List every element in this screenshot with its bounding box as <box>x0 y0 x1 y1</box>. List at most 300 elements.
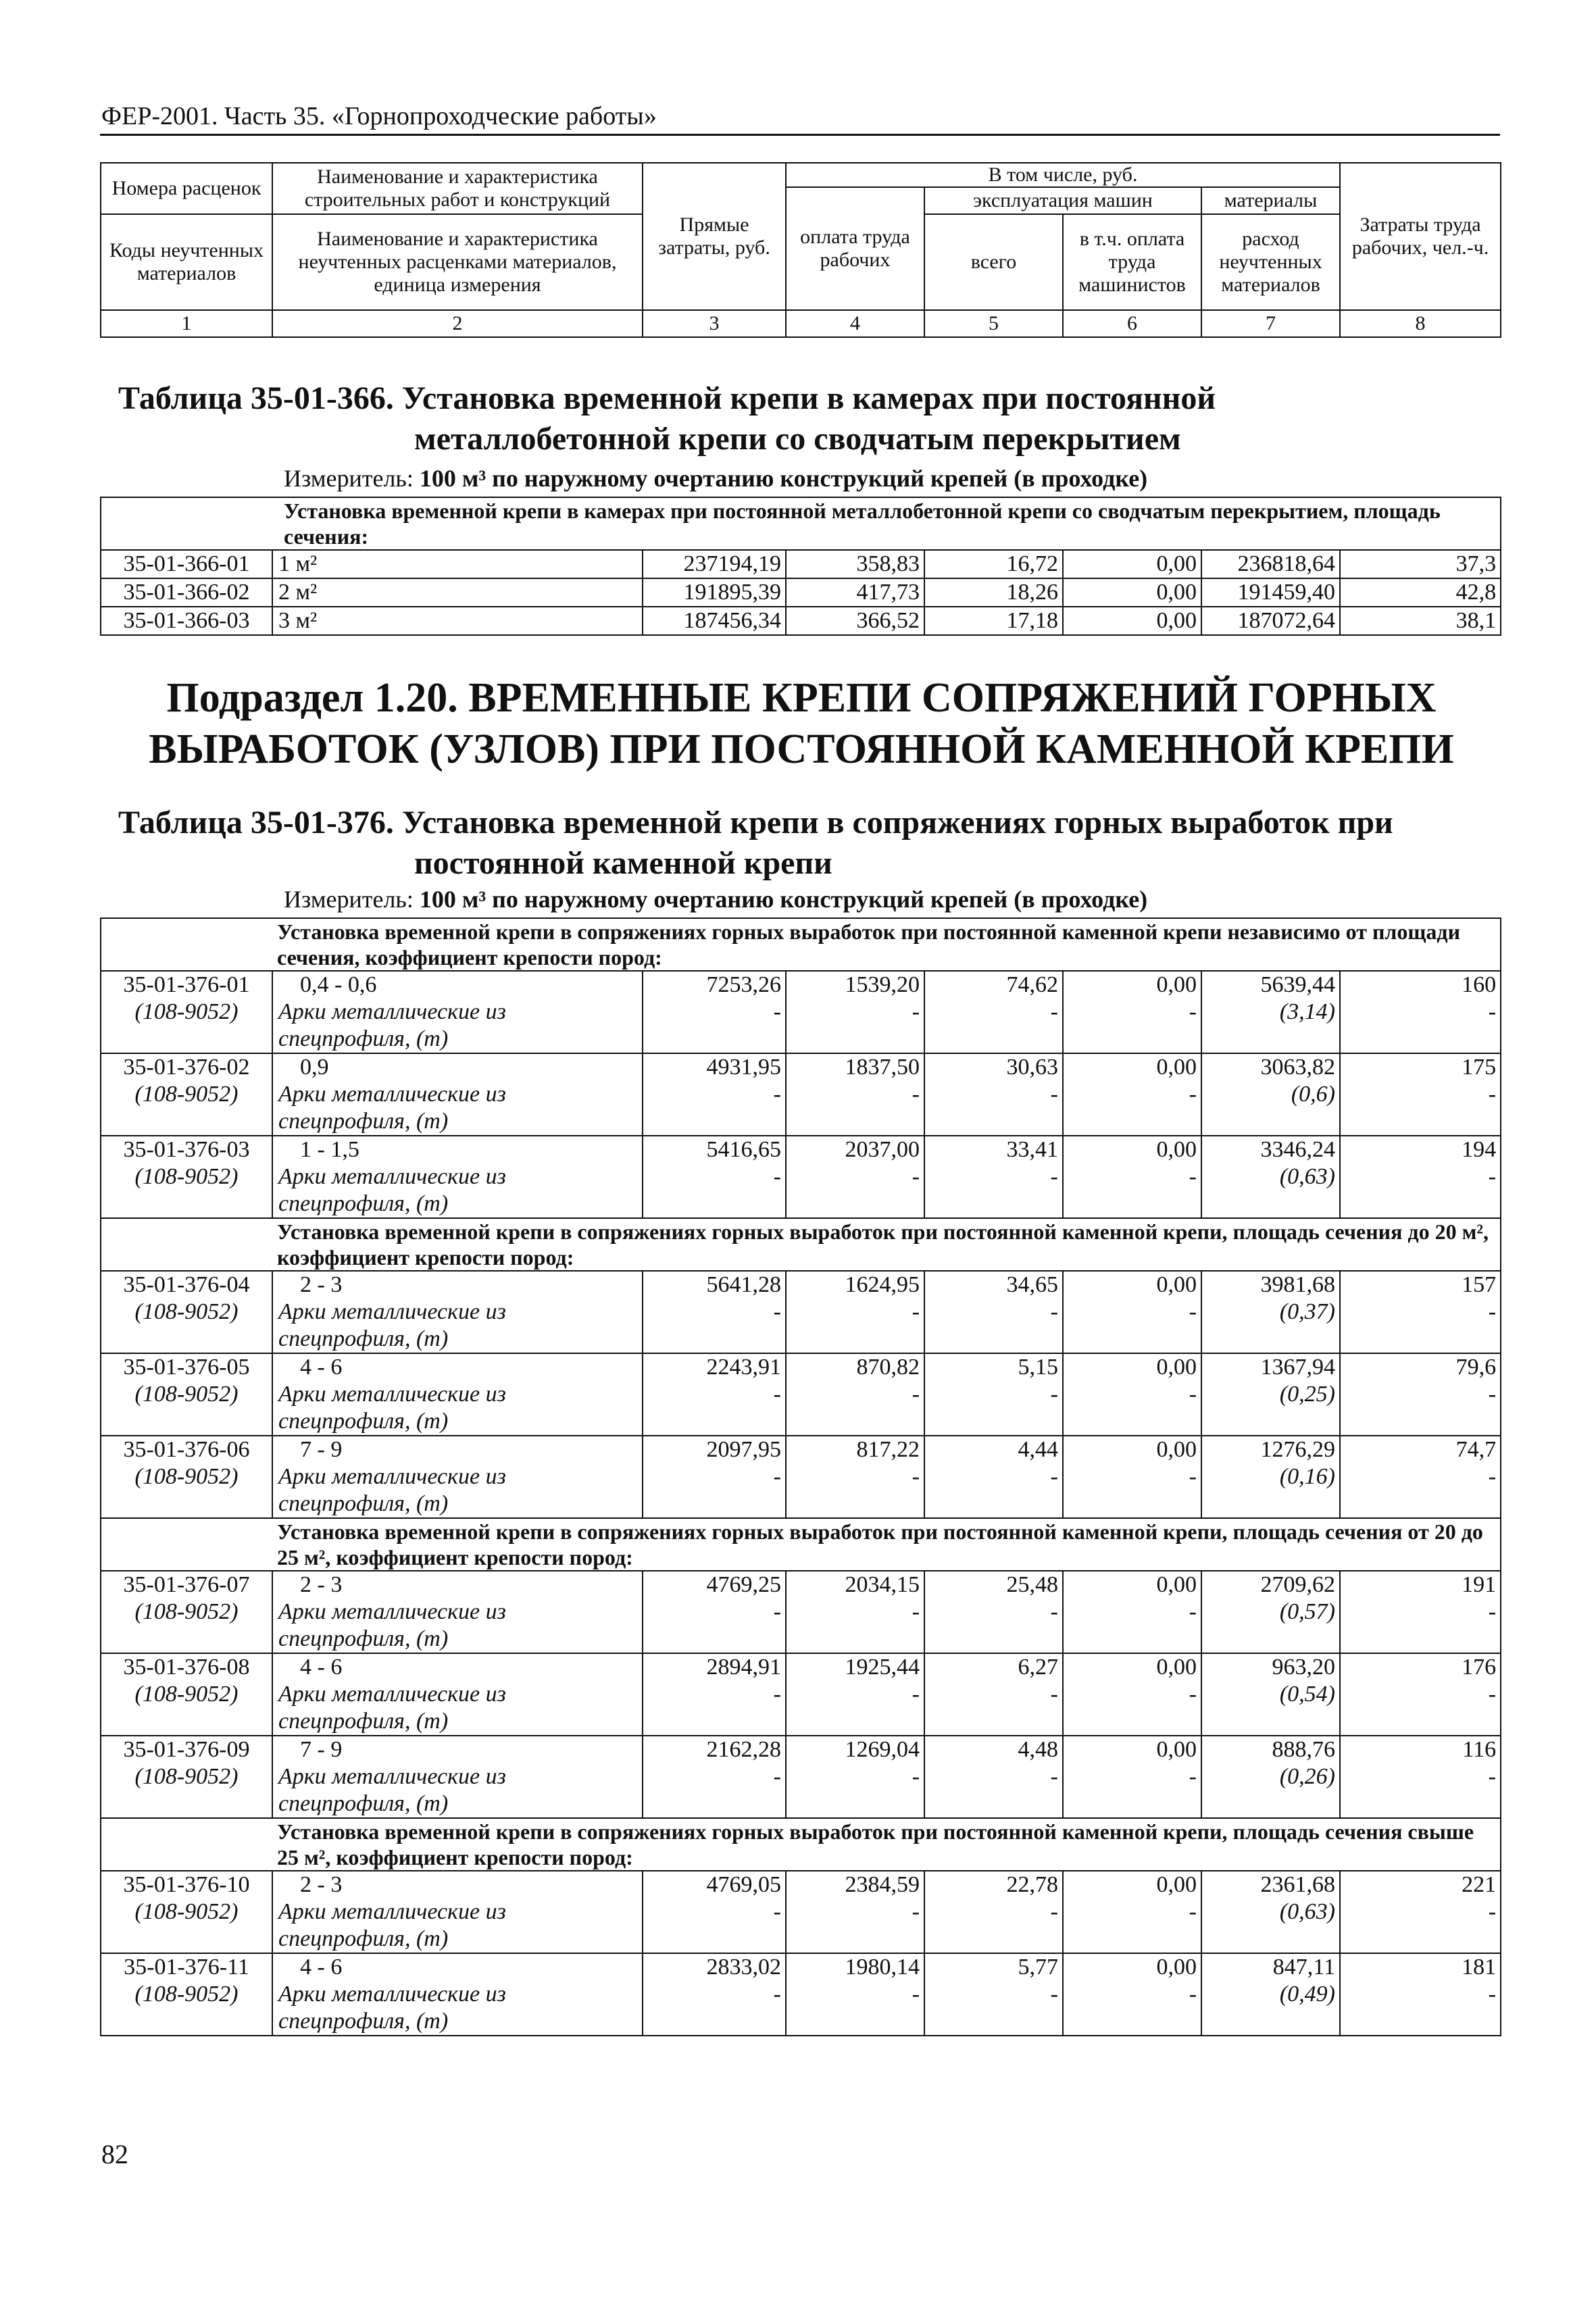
material-name: Арки металлические из <box>272 1681 643 1708</box>
labor-pay: 817,22 <box>786 1436 924 1463</box>
labor-hours: 157 <box>1340 1271 1501 1299</box>
empty-cell <box>924 1190 1063 1218</box>
dash: - <box>786 1081 924 1108</box>
empty-cell <box>643 1108 786 1136</box>
dash: - <box>786 1599 924 1626</box>
direct-cost: 4931,95 <box>643 1053 786 1081</box>
direct-cost: 237194,19 <box>643 550 786 578</box>
dash: - <box>1340 1299 1501 1326</box>
material-code: (108-9052) <box>101 1763 272 1790</box>
empty-cell <box>101 1408 272 1436</box>
empty-cell <box>786 1326 924 1353</box>
material-row-continued <box>101 1490 1501 1518</box>
empty-cell <box>924 1326 1063 1353</box>
rate-name: 0,9 <box>272 1053 643 1081</box>
machines-total: 17,18 <box>924 607 1063 635</box>
rate-code: 35-01-376-08 <box>101 1653 272 1681</box>
empty-cell <box>101 1708 272 1736</box>
labor-pay: 1269,04 <box>786 1736 924 1763</box>
material-quantity: (0,63) <box>1201 1163 1340 1190</box>
materials: 1276,29 <box>1201 1436 1340 1463</box>
page-header: ФЕР-2001. Часть 35. «Горнопроходческие работы» <box>101 102 657 130</box>
labor-pay: 870,82 <box>786 1353 924 1381</box>
material-code: (108-9052) <box>101 1299 272 1326</box>
dash: - <box>924 1898 1063 1926</box>
materials: 2709,62 <box>1201 1571 1340 1599</box>
table-376-title-line2: постоянной каменной крепи <box>414 845 832 881</box>
material-row <box>101 1898 1501 1926</box>
col-2b: Наименование и характеристика неучтенных расценками материалов, единица измерения <box>272 214 643 310</box>
direct-cost: 4769,05 <box>643 1871 786 1898</box>
col-num: 5 <box>924 310 1063 337</box>
material-code: (108-9052) <box>101 1681 272 1708</box>
material-row <box>101 1599 1501 1626</box>
col-7: расход неучтенных материалов <box>1201 214 1340 310</box>
materials: 2361,68 <box>1201 1871 1340 1898</box>
material-name-cont: спецпрофиля, (т) <box>272 1190 643 1218</box>
machines-total: 16,72 <box>924 550 1063 578</box>
dash: - <box>924 1463 1063 1490</box>
material-row <box>101 1081 1501 1108</box>
section-title: Установка временной крепи в сопряжениях горных выработок при постоянной каменной крепи, площадь сечения от 20 до 25 м², коэффициент крепости пород: <box>101 1518 1501 1571</box>
material-code: (108-9052) <box>101 1981 272 2008</box>
labor-pay: 1837,50 <box>786 1053 924 1081</box>
material-row <box>101 1981 1501 2008</box>
col-2a: Наименование и характеристика строительных работ и конструкций <box>272 163 643 214</box>
col-1b: Коды неучтенных материалов <box>101 214 272 310</box>
labor-pay: 1539,20 <box>786 971 924 999</box>
empty-cell <box>1340 1108 1501 1136</box>
materials: 888,76 <box>1201 1736 1340 1763</box>
subsection-heading-line2: ВЫРАБОТОК (УЗЛОВ) ПРИ ПОСТОЯННОЙ КАМЕННОЙ КРЕПИ <box>149 726 1454 772</box>
empty-cell <box>643 1026 786 1053</box>
empty-cell <box>786 1708 924 1736</box>
material-code: (108-9052) <box>101 1163 272 1190</box>
labor-pay: 1980,14 <box>786 1953 924 1981</box>
empty-cell <box>924 1026 1063 1053</box>
dash: - <box>643 1981 786 2008</box>
empty-cell <box>643 2008 786 2036</box>
empty-cell <box>1063 1926 1201 1953</box>
empty-cell <box>1201 1490 1340 1518</box>
empty-cell <box>924 1108 1063 1136</box>
dash: - <box>643 1163 786 1190</box>
col-4: оплата труда рабочих <box>786 187 924 310</box>
empty-cell <box>1201 1926 1340 1953</box>
section-row <box>101 1518 1501 1571</box>
material-name: Арки металлические из <box>272 1763 643 1790</box>
machines-total: 25,48 <box>924 1571 1063 1599</box>
rate-code: 35-01-376-09 <box>101 1736 272 1763</box>
rate-name: 7 - 9 <box>272 1436 643 1463</box>
material-name-cont: спецпрофиля, (т) <box>272 1926 643 1953</box>
dash: - <box>1063 1763 1201 1790</box>
rate-code: 35-01-366-02 <box>101 578 272 607</box>
section-title: Установка временной крепи в сопряжениях горных выработок при постоянной каменной крепи, площадь сечения до 20 м², коэффициент крепости пород: <box>101 1218 1501 1271</box>
col-num: 7 <box>1201 310 1340 337</box>
labor-pay: 366,52 <box>786 607 924 635</box>
dash: - <box>1063 1981 1201 2008</box>
empty-cell <box>101 1626 272 1653</box>
machines-total: 4,44 <box>924 1436 1063 1463</box>
direct-cost: 191895,39 <box>643 578 786 607</box>
direct-cost: 5641,28 <box>643 1271 786 1299</box>
table-376-title <box>118 803 1500 884</box>
machinist-pay: 0,00 <box>1063 578 1201 607</box>
rate-code: 35-01-376-02 <box>101 1053 272 1081</box>
empty-cell <box>1340 1326 1501 1353</box>
dash: - <box>1340 1599 1501 1626</box>
machinist-pay: 0,00 <box>1063 1136 1201 1163</box>
material-name-cont: спецпрофиля, (т) <box>272 1490 643 1518</box>
material-code: (108-9052) <box>101 1081 272 1108</box>
machines-total: 5,77 <box>924 1953 1063 1981</box>
material-name-cont: спецпрофиля, (т) <box>272 1108 643 1136</box>
material-quantity: (0,25) <box>1201 1381 1340 1408</box>
header-rule <box>100 134 1500 136</box>
material-name: Арки металлические из <box>272 1299 643 1326</box>
table-376-meter <box>284 885 1147 913</box>
material-row-continued <box>101 1708 1501 1736</box>
materials: 191459,40 <box>1201 578 1340 607</box>
labor-hours: 175 <box>1340 1053 1501 1081</box>
material-row <box>101 1163 1501 1190</box>
materials: 3346,24 <box>1201 1136 1340 1163</box>
labor-hours: 194 <box>1340 1136 1501 1163</box>
material-row <box>101 1299 1501 1326</box>
dash: - <box>1063 1898 1201 1926</box>
machines-total: 18,26 <box>924 578 1063 607</box>
empty-cell <box>924 1408 1063 1436</box>
material-name-cont: спецпрофиля, (т) <box>272 1026 643 1053</box>
empty-cell <box>1063 1326 1201 1353</box>
materials: 847,11 <box>1201 1953 1340 1981</box>
material-quantity: (0,54) <box>1201 1681 1340 1708</box>
empty-cell <box>1063 1190 1201 1218</box>
labor-hours: 160 <box>1340 971 1501 999</box>
direct-cost: 2162,28 <box>643 1736 786 1763</box>
empty-cell <box>1340 1490 1501 1518</box>
rate-name: 7 - 9 <box>272 1736 643 1763</box>
table-row <box>101 578 1501 607</box>
dash: - <box>786 1681 924 1708</box>
col-1a: Номера расценок <box>101 163 272 214</box>
material-name: Арки металлические из <box>272 1081 643 1108</box>
empty-cell <box>1201 2008 1340 2036</box>
table-376-title-line1: Таблица 35-01-376. Установка временной крепи в сопряжениях горных выработок при <box>118 805 1393 840</box>
section-row <box>101 1818 1501 1871</box>
empty-cell <box>1063 1026 1201 1053</box>
empty-cell <box>1063 1790 1201 1818</box>
machinist-pay: 0,00 <box>1063 1953 1201 1981</box>
labor-hours: 191 <box>1340 1571 1501 1599</box>
empty-cell <box>1201 1408 1340 1436</box>
dash: - <box>643 1763 786 1790</box>
section-row <box>101 1218 1501 1271</box>
table-row <box>101 607 1501 635</box>
material-row-continued <box>101 1926 1501 1953</box>
table-row <box>101 1571 1501 1599</box>
machinist-pay: 0,00 <box>1063 550 1201 578</box>
meter-value: 100 м³ по наружному очертанию конструкций крепей (в проходке) <box>419 886 1148 913</box>
dash: - <box>1063 1081 1201 1108</box>
col-num: 1 <box>101 310 272 337</box>
empty-cell <box>786 1026 924 1053</box>
material-quantity: (0,6) <box>1201 1081 1340 1108</box>
empty-cell <box>1201 1190 1340 1218</box>
dash: - <box>1063 999 1201 1026</box>
material-quantity: (0,37) <box>1201 1299 1340 1326</box>
labor-pay: 1624,95 <box>786 1271 924 1299</box>
direct-cost: 5416,65 <box>643 1136 786 1163</box>
material-row-continued <box>101 2008 1501 2036</box>
labor-hours: 74,7 <box>1340 1436 1501 1463</box>
material-name: Арки металлические из <box>272 1898 643 1926</box>
material-name-cont: спецпрофиля, (т) <box>272 1326 643 1353</box>
dash: - <box>786 1981 924 2008</box>
dash: - <box>1340 1681 1501 1708</box>
rate-code: 35-01-376-04 <box>101 1271 272 1299</box>
empty-cell <box>1340 1190 1501 1218</box>
empty-cell <box>1201 1108 1340 1136</box>
material-row <box>101 1681 1501 1708</box>
dash: - <box>786 1898 924 1926</box>
empty-cell <box>924 1926 1063 1953</box>
empty-cell <box>786 1408 924 1436</box>
table-row <box>101 550 1501 578</box>
direct-cost: 2894,91 <box>643 1653 786 1681</box>
rate-name: 2 - 3 <box>272 1871 643 1898</box>
meter-value: 100 м³ по наружному очертанию конструкций крепей (в проходке) <box>419 465 1148 492</box>
rate-code: 35-01-376-10 <box>101 1871 272 1898</box>
col-5: всего <box>924 214 1063 310</box>
empty-cell <box>924 1490 1063 1518</box>
dash: - <box>924 1299 1063 1326</box>
rate-code: 35-01-376-03 <box>101 1136 272 1163</box>
empty-cell <box>101 1190 272 1218</box>
material-name: Арки металлические из <box>272 1463 643 1490</box>
rate-name: 4 - 6 <box>272 1953 643 1981</box>
dash: - <box>1063 1299 1201 1326</box>
rate-code: 35-01-376-01 <box>101 971 272 999</box>
dash: - <box>643 1599 786 1626</box>
labor-pay: 358,83 <box>786 550 924 578</box>
rate-name: 1 - 1,5 <box>272 1136 643 1163</box>
empty-cell <box>1340 1026 1501 1053</box>
empty-cell <box>1340 2008 1501 2036</box>
material-row-continued <box>101 1326 1501 1353</box>
material-name-cont: спецпрофиля, (т) <box>272 2008 643 2036</box>
material-row <box>101 999 1501 1026</box>
labor-hours: 116 <box>1340 1736 1501 1763</box>
column-header-table <box>100 162 1501 338</box>
dash: - <box>1340 1898 1501 1926</box>
empty-cell <box>643 1926 786 1953</box>
dash: - <box>786 1299 924 1326</box>
material-name: Арки металлические из <box>272 999 643 1026</box>
empty-cell <box>1201 1026 1340 1053</box>
table-row <box>101 1053 1501 1081</box>
rate-code: 35-01-376-11 <box>101 1953 272 1981</box>
empty-cell <box>1340 1708 1501 1736</box>
materials: 5639,44 <box>1201 971 1340 999</box>
dash: - <box>786 1463 924 1490</box>
table-row <box>101 1736 1501 1763</box>
dash: - <box>924 1981 1063 2008</box>
dash: - <box>786 1381 924 1408</box>
section-row <box>101 918 1501 971</box>
labor-pay: 417,73 <box>786 578 924 607</box>
material-code: (108-9052) <box>101 1898 272 1926</box>
material-name-cont: спецпрофиля, (т) <box>272 1626 643 1653</box>
materials: 963,20 <box>1201 1653 1340 1681</box>
col-num: 2 <box>272 310 643 337</box>
material-quantity: (0,16) <box>1201 1463 1340 1490</box>
rate-name: 3 м² <box>272 607 643 635</box>
empty-cell <box>1340 1790 1501 1818</box>
empty-cell <box>643 1626 786 1653</box>
dash: - <box>924 1163 1063 1190</box>
machines-total: 34,65 <box>924 1271 1063 1299</box>
rate-code: 35-01-366-01 <box>101 550 272 578</box>
rate-code: 35-01-376-05 <box>101 1353 272 1381</box>
labor-hours: 42,8 <box>1340 578 1501 607</box>
dash: - <box>643 1463 786 1490</box>
empty-cell <box>924 1708 1063 1736</box>
dash: - <box>1340 1163 1501 1190</box>
rate-name: 4 - 6 <box>272 1353 643 1381</box>
materials: 1367,94 <box>1201 1353 1340 1381</box>
machines-total: 33,41 <box>924 1136 1063 1163</box>
labor-pay: 2037,00 <box>786 1136 924 1163</box>
machinist-pay: 0,00 <box>1063 1571 1201 1599</box>
empty-cell <box>643 1190 786 1218</box>
direct-cost: 2097,95 <box>643 1436 786 1463</box>
col-machines: эксплуатация машин <box>924 187 1201 214</box>
empty-cell <box>1063 1408 1201 1436</box>
dash: - <box>786 1163 924 1190</box>
material-code: (108-9052) <box>101 1463 272 1490</box>
table-366-title-line2: металлобетонной крепи со сводчатым перекрытием <box>414 421 1181 457</box>
empty-cell <box>1201 1790 1340 1818</box>
table-366-meter <box>284 464 1147 493</box>
machinist-pay: 0,00 <box>1063 1053 1201 1081</box>
table-row <box>101 971 1501 999</box>
table-row <box>101 1953 1501 1981</box>
empty-cell <box>643 1490 786 1518</box>
page-number: 82 <box>101 2139 128 2169</box>
dash: - <box>1063 1463 1201 1490</box>
dash: - <box>924 1763 1063 1790</box>
rate-name: 2 м² <box>272 578 643 607</box>
material-name-cont: спецпрофиля, (т) <box>272 1708 643 1736</box>
dash: - <box>1340 1981 1501 2008</box>
material-name: Арки металлические из <box>272 1381 643 1408</box>
empty-cell <box>1201 1708 1340 1736</box>
rate-name: 4 - 6 <box>272 1653 643 1681</box>
table-row <box>101 1653 1501 1681</box>
col-num: 4 <box>786 310 924 337</box>
empty-cell <box>786 1490 924 1518</box>
dash: - <box>643 1381 786 1408</box>
labor-pay: 1925,44 <box>786 1653 924 1681</box>
dash: - <box>924 1599 1063 1626</box>
empty-cell <box>643 1326 786 1353</box>
rate-name: 2 - 3 <box>272 1271 643 1299</box>
col-3: Прямые затраты, руб. <box>643 163 786 310</box>
empty-cell <box>786 1626 924 1653</box>
material-row-continued <box>101 1026 1501 1053</box>
empty-cell <box>924 1790 1063 1818</box>
col-num: 3 <box>643 310 786 337</box>
table-366-title-line1: Таблица 35-01-366. Установка временной крепи в камерах при постоянной <box>118 380 1216 416</box>
dash: - <box>643 1299 786 1326</box>
material-row-continued <box>101 1790 1501 1818</box>
machines-total: 4,48 <box>924 1736 1063 1763</box>
dash: - <box>1340 1763 1501 1790</box>
subsection-heading-line1: Подраздел 1.20. ВРЕМЕННЫЕ КРЕПИ СОПРЯЖЕНИЙ ГОРНЫХ <box>166 675 1437 721</box>
table-376 <box>100 917 1501 2036</box>
material-quantity: (0,49) <box>1201 1981 1340 2008</box>
dash: - <box>786 1763 924 1790</box>
table-row <box>101 1436 1501 1463</box>
labor-hours: 79,6 <box>1340 1353 1501 1381</box>
section-title: Установка временной крепи в сопряжениях горных выработок при постоянной каменной крепи, площадь сечения свыше 25 м², коэффициент крепости пород: <box>101 1818 1501 1871</box>
dash: - <box>1340 1381 1501 1408</box>
material-quantity: (0,26) <box>1201 1763 1340 1790</box>
col-num: 6 <box>1063 310 1201 337</box>
dash: - <box>1340 1081 1501 1108</box>
table-row <box>101 1271 1501 1299</box>
machines-total: 30,63 <box>924 1053 1063 1081</box>
table-row <box>101 1353 1501 1381</box>
empty-cell <box>786 2008 924 2036</box>
rate-name: 1 м² <box>272 550 643 578</box>
table-row <box>101 1136 1501 1163</box>
empty-cell <box>1063 1108 1201 1136</box>
empty-cell <box>101 1108 272 1136</box>
machinist-pay: 0,00 <box>1063 1436 1201 1463</box>
empty-cell <box>1201 1626 1340 1653</box>
empty-cell <box>643 1408 786 1436</box>
empty-cell <box>1340 1408 1501 1436</box>
labor-pay: 2384,59 <box>786 1871 924 1898</box>
meter-label: Измеритель: <box>284 465 414 492</box>
col-6: в т.ч. оплата труда машинистов <box>1063 214 1201 310</box>
col-incl: В том числе, руб. <box>786 163 1340 187</box>
machinist-pay: 0,00 <box>1063 1271 1201 1299</box>
dash: - <box>1340 1463 1501 1490</box>
empty-cell <box>1201 1326 1340 1353</box>
material-name: Арки металлические из <box>272 1599 643 1626</box>
labor-hours: 38,1 <box>1340 607 1501 635</box>
machinist-pay: 0,00 <box>1063 1353 1201 1381</box>
direct-cost: 187456,34 <box>643 607 786 635</box>
empty-cell <box>101 1326 272 1353</box>
material-row-continued <box>101 1190 1501 1218</box>
empty-cell <box>101 1026 272 1053</box>
empty-cell <box>1063 2008 1201 2036</box>
empty-cell <box>924 2008 1063 2036</box>
machinist-pay: 0,00 <box>1063 1871 1201 1898</box>
empty-cell <box>786 1190 924 1218</box>
table-row <box>101 1871 1501 1898</box>
machines-total: 6,27 <box>924 1653 1063 1681</box>
empty-cell <box>1063 1490 1201 1518</box>
empty-cell <box>643 1790 786 1818</box>
empty-cell <box>1063 1708 1201 1736</box>
materials: 187072,64 <box>1201 607 1340 635</box>
